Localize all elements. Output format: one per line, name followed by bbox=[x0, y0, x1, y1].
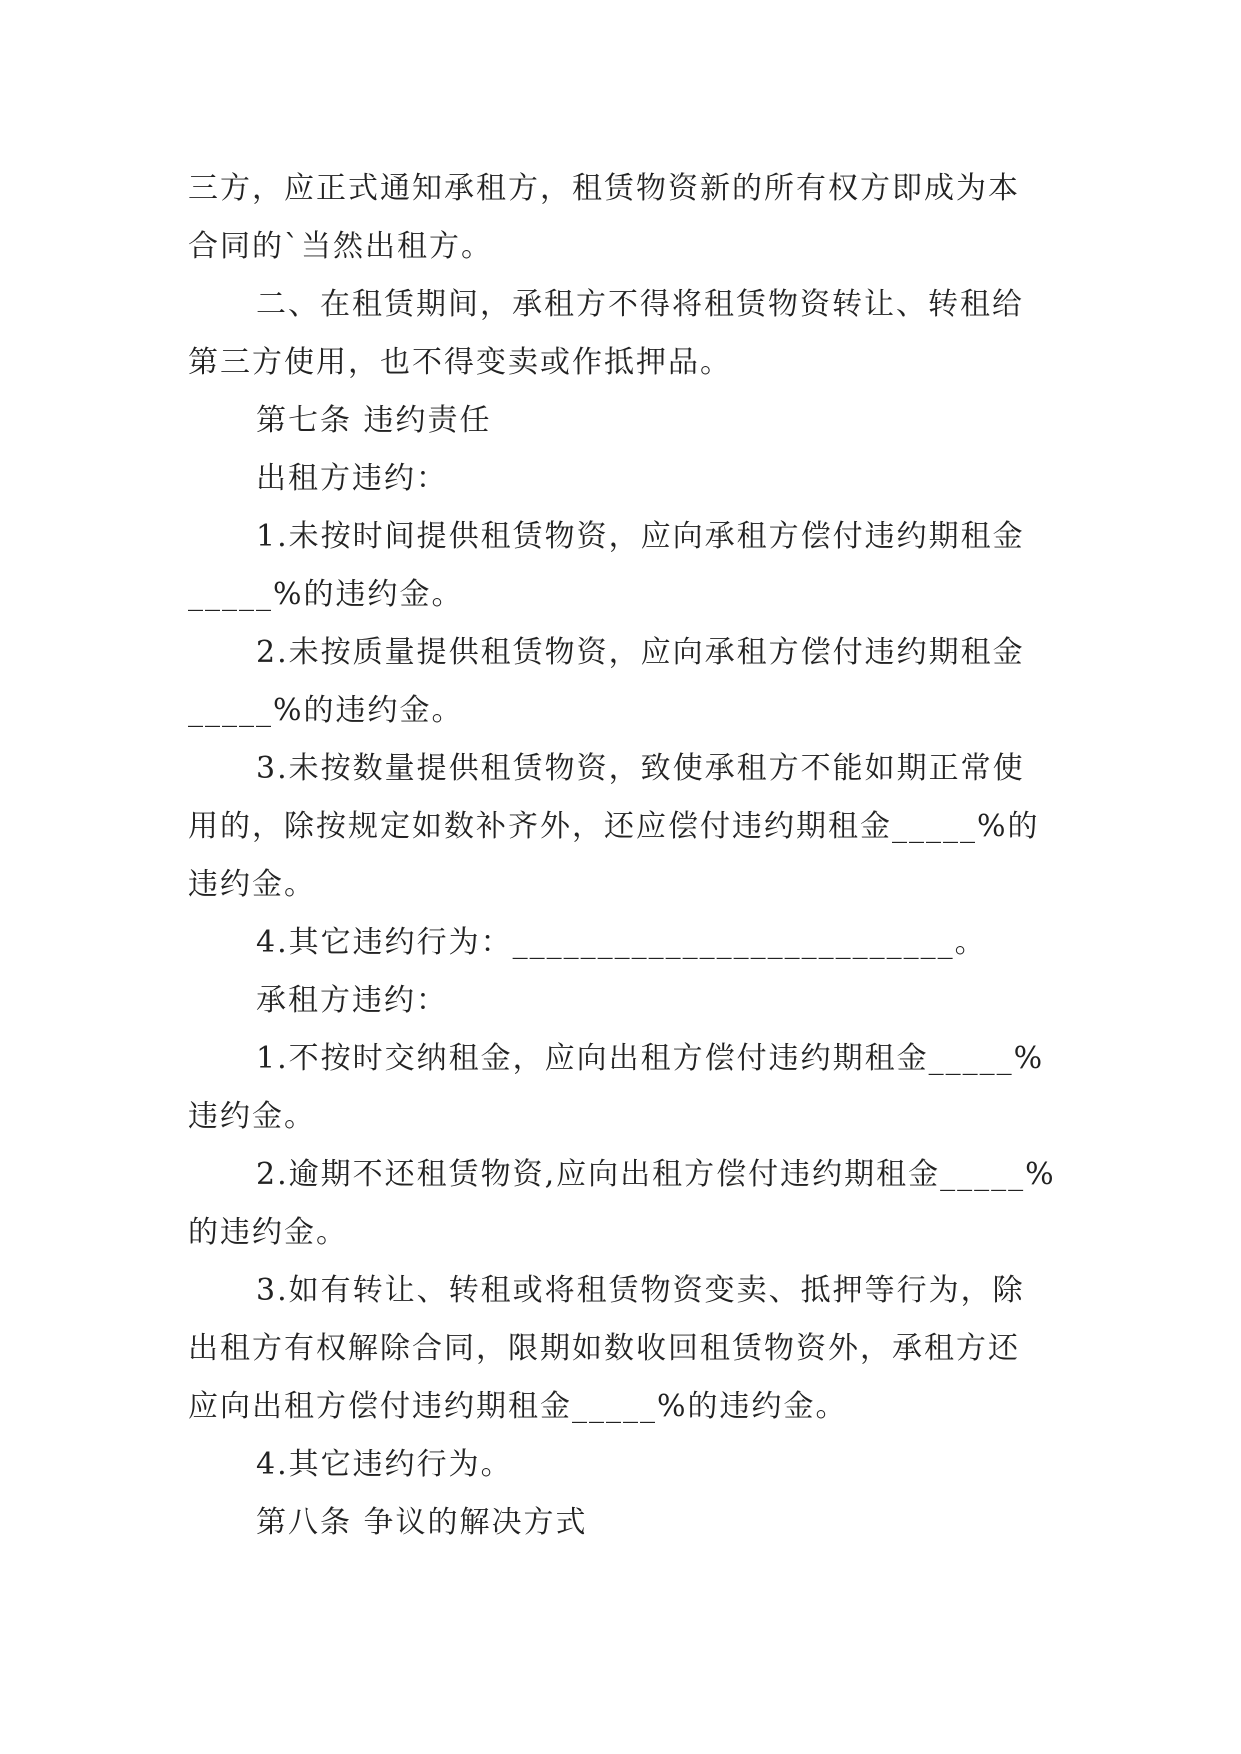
document-page bbox=[188, 160, 1060, 1552]
paragraph-line: 的违约金。 bbox=[188, 1215, 348, 1250]
article-seven-heading: 第七条 违约责任 bbox=[256, 403, 492, 438]
paragraph-line: 应向出租方偿付违约期租金_____%的违约金。 bbox=[188, 1389, 848, 1424]
lessee-item-4: 4.其它违约行为。 bbox=[256, 1447, 513, 1482]
paragraph-line: 出租方有权解除合同，限期如数收回租赁物资外，承租方还 bbox=[188, 1331, 1020, 1366]
lessee-breach-heading: 承租方违约： bbox=[256, 983, 448, 1018]
paragraph-line: _____%的违约金。 bbox=[188, 693, 464, 728]
lessor-item-1: 1.未按时间提供租赁物资，应向承租方偿付违约期租金 bbox=[256, 519, 1025, 554]
lessee-item-1: 1.不按时交纳租金，应向出租方偿付违约期租金_____% bbox=[256, 1041, 1045, 1076]
lessor-breach-heading: 出租方违约： bbox=[256, 461, 448, 496]
paragraph-line: 违约金。 bbox=[188, 1099, 316, 1134]
paragraph-line: 用的，除按规定如数补齐外，还应偿付违约期租金_____%的 bbox=[188, 809, 1040, 844]
lessee-item-2: 2.逾期不还租赁物资,应向出租方偿付违约期租金_____% bbox=[256, 1157, 1056, 1192]
article-eight-heading: 第八条 争议的解决方式 bbox=[256, 1505, 588, 1540]
paragraph-line: 三方，应正式通知承租方，租赁物资新的所有权方即成为本 bbox=[188, 171, 1020, 206]
lessor-item-3: 3.未按数量提供租赁物资，致使承租方不能如期正常使 bbox=[256, 751, 1025, 786]
paragraph-line: _____%的违约金。 bbox=[188, 577, 464, 612]
lessor-item-2: 2.未按质量提供租赁物资，应向承租方偿付违约期租金 bbox=[256, 635, 1025, 670]
paragraph-line: 第三方使用，也不得变卖或作抵押品。 bbox=[188, 345, 732, 380]
lessor-item-4: 4.其它违约行为：__________________________。 bbox=[256, 925, 987, 960]
clause-two-line: 二、在租赁期间，承租方不得将租赁物资转让、转租给 bbox=[256, 287, 1024, 322]
paragraph-line: 违约金。 bbox=[188, 867, 316, 902]
lessee-item-3: 3.如有转让、转租或将租赁物资变卖、抵押等行为，除 bbox=[256, 1273, 1025, 1308]
paragraph-line: 合同的`当然出租方。 bbox=[188, 229, 493, 264]
